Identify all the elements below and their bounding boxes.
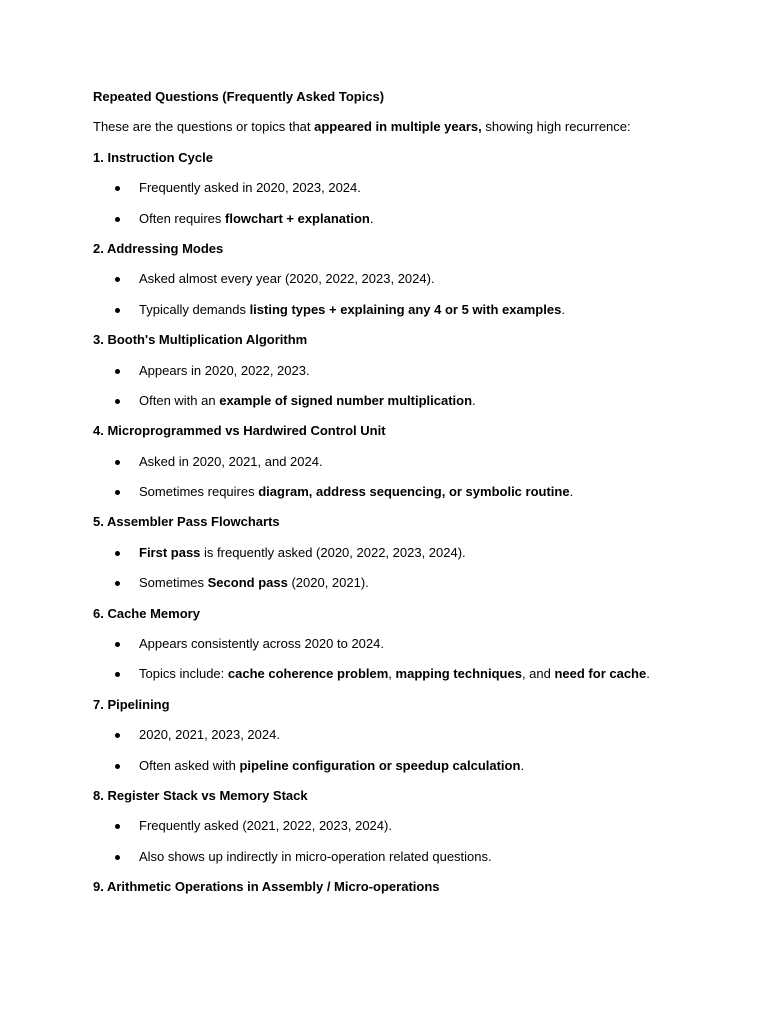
bullet-dot-icon [115,490,120,495]
bullet-item [93,301,733,331]
section-heading-text: 1. Instruction Cycle [93,149,213,165]
bullet-text: Appears consistently across 2020 to 2024. [139,636,384,652]
section-heading [93,696,733,726]
bullet-item [93,483,733,513]
bullet-item [93,757,733,787]
bullet-item [93,270,733,300]
bullet-text-bold: mapping techniques [395,666,522,682]
bullet-text: . [369,210,374,226]
bullet-dot-icon [115,581,120,586]
bullet-text: , [388,666,396,682]
intro-text-end: showing high recurrence: [481,119,631,135]
bullet-text-bold: cache coherence problem [227,666,389,682]
section-heading [93,331,733,361]
bullet-dot-icon [115,672,120,677]
bullet-text: Typically demands [139,301,250,317]
bullet-text: Frequently asked (2021, 2022, 2023, 2024). [139,818,392,834]
section-heading [93,149,733,179]
bullet-dot-icon [115,642,120,647]
bullet-text: Appears in 2020, 2022, 2023. [139,362,310,378]
bullet-text: Often with an [139,392,220,408]
section-heading [93,878,733,908]
bullet-text: Sometimes [139,575,208,591]
section-heading-text: 7. Pipelining [93,696,170,712]
bullet-text-bold: need for cache [554,666,647,682]
bullet-dot-icon [115,308,120,313]
bullet-text: . [569,484,574,500]
bullet-text: Sometimes requires [139,484,259,500]
bullet-text-bold: flowchart + explanation [225,210,370,226]
intro-paragraph [93,118,733,148]
section-heading-text: 6. Cache Memory [93,605,200,621]
bullet-dot-icon [115,460,120,465]
bullet-item [93,179,733,209]
bullet-item [93,210,733,240]
bullet-item [93,817,733,847]
bullet-text: . [520,757,525,773]
bullet-text: . [472,392,476,408]
bullet-item [93,635,733,665]
section-heading-text: 9. Arithmetic Operations in Assembly / Micro-operations [93,879,440,895]
bullet-dot-icon [115,733,120,738]
bullet-text: , and [521,666,555,682]
section-heading-text: 5. Assembler Pass Flowcharts [93,514,280,530]
bullet-item [93,726,733,756]
bullet-text: Also shows up indirectly in micro-operation related questions. [139,848,492,864]
section-heading [93,240,733,270]
bullet-text: Asked in 2020, 2021, and 2024. [139,453,323,469]
page-title: Repeated Questions (Frequently Asked Topics) [93,89,385,104]
bullet-text-bold: example of signed number multiplication [219,392,473,408]
document-page [93,88,733,909]
section-heading [93,513,733,543]
section-heading-text: 4. Microprogrammed vs Hardwired Control Unit [93,423,386,439]
bullet-text-bold: First pass [139,544,201,560]
bullet-dot-icon [115,186,120,191]
bullet-dot-icon [115,369,120,374]
bullet-text-bold: Second pass [207,575,288,591]
bullet-item [93,453,733,483]
section-heading [93,605,733,635]
section-heading [93,787,733,817]
section-heading-text: 3. Booth's Multiplication Algorithm [93,332,308,348]
bullet-item [93,665,733,695]
bullet-text: Frequently asked in 2020, 2023, 2024. [139,180,361,196]
topic-list [93,149,733,909]
bullet-text: Often asked with [139,757,240,773]
bullet-text: (2020, 2021). [287,575,369,591]
bullet-item [93,544,733,574]
bullet-text: 2020, 2021, 2023, 2024. [139,727,280,743]
bullet-item [93,392,733,422]
bullet-dot-icon [115,764,120,769]
bullet-item [93,362,733,392]
bullet-text: Asked almost every year (2020, 2022, 2023, 2024). [139,271,435,287]
section-heading [93,422,733,452]
intro-text-start: These are the questions or topics that [93,119,315,135]
section-heading-text: 8. Register Stack vs Memory Stack [93,787,308,803]
bullet-dot-icon [115,855,120,860]
bullet-text: Topics include: [139,666,228,682]
bullet-dot-icon [115,217,120,222]
bullet-text: . [646,666,650,682]
bullet-dot-icon [115,824,120,829]
bullet-item [93,574,733,604]
bullet-item [93,848,733,878]
bullet-text: is frequently asked (2020, 2022, 2023, 2024). [200,544,466,560]
bullet-dot-icon [115,399,120,404]
bullet-dot-icon [115,277,120,282]
bullet-text-bold: diagram, address sequencing, or symbolic routine [258,484,570,500]
bullet-text: Often requires [139,210,225,226]
bullet-text: . [561,301,565,317]
intro-text-bold: appeared in multiple years, [314,119,482,135]
bullet-text-bold: pipeline configuration or speedup calculation [239,757,521,773]
bullet-text-bold: listing types + explaining any 4 or 5 with examples [249,301,562,317]
bullet-dot-icon [115,551,120,556]
section-heading-text: 2. Addressing Modes [93,240,224,256]
